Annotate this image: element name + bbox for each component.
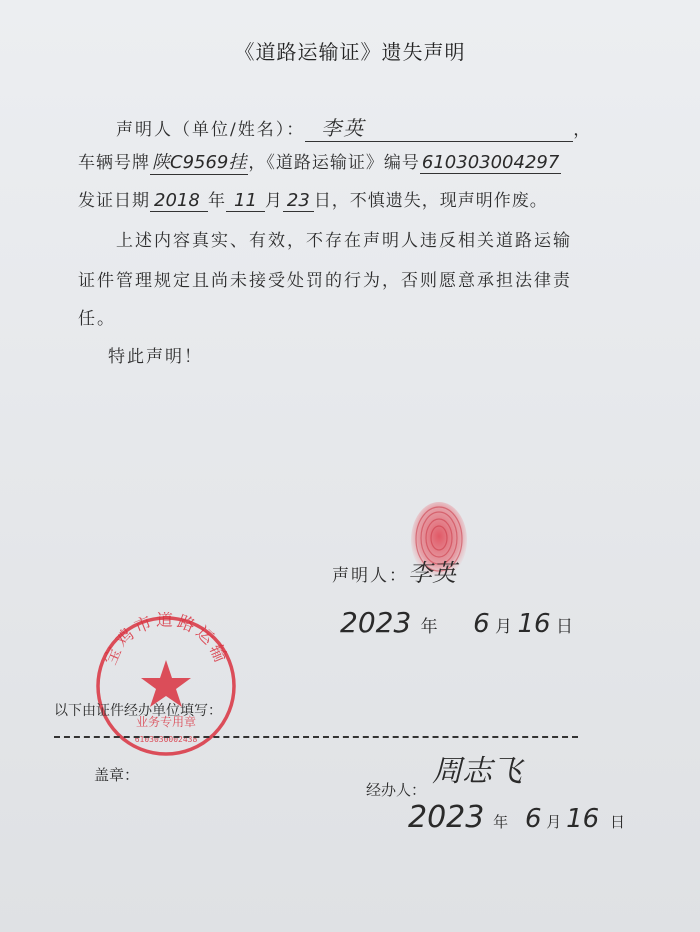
declarant-name: 李英 <box>321 116 366 140</box>
stamp-sub-text: 业务专用章 <box>135 715 197 729</box>
issue-year-unit: 年 <box>208 191 226 211</box>
section-divider <box>54 736 578 738</box>
declarant-date <box>340 606 573 639</box>
closing-text: 特此声明！ <box>108 347 203 367</box>
plate-line <box>78 148 561 175</box>
issue-rest: 日，不慎遗失，现声明作废。 <box>313 191 548 211</box>
declarant-date-month: 6 <box>473 609 490 639</box>
stamp-code: 6103030002438 <box>134 735 198 744</box>
official-date-year: 2023 <box>408 800 485 835</box>
cert-label: ，《道路运输证》编号 <box>248 153 420 173</box>
official-date-day-unit: 日 <box>609 813 625 831</box>
declarant-label: 声明人（单位/姓名）： <box>116 120 306 140</box>
para2-line1: 上述内容真实、有效，不存在声明人违反相关道路运输 <box>116 231 572 251</box>
declarant-name-field <box>305 112 573 142</box>
official-date <box>408 800 625 835</box>
plate-label: 车辆号牌 <box>78 153 150 173</box>
issue-day: 23 <box>283 190 314 212</box>
stamp-org-text: 宝鸡市道路运输 <box>100 612 232 668</box>
cert-number: 610303004297 <box>421 152 560 173</box>
issue-year: 2018 <box>150 190 208 212</box>
official-date-day: 16 <box>566 804 600 834</box>
declarant-date-year-unit: 年 <box>420 617 438 637</box>
official-date-year-unit: 年 <box>493 813 509 831</box>
para2-line3: 任。 <box>78 309 116 329</box>
declarant-date-month-unit: 月 <box>495 617 513 637</box>
declarant-date-day: 16 <box>517 609 551 639</box>
declarant-date-day-unit: 日 <box>555 617 573 637</box>
issue-label: 发证日期 <box>78 191 150 211</box>
declarant-line <box>116 112 592 142</box>
issue-date-line <box>78 186 548 212</box>
plate-number: 陕C9569挂 <box>150 148 248 175</box>
declarant-signature-line <box>332 553 456 588</box>
issue-month: 11 <box>226 190 265 212</box>
svg-text:宝鸡市道路运输 <box>101 612 232 668</box>
official-date-month: 6 <box>524 804 542 834</box>
fill-note: 以下由证件经办单位填写： <box>54 703 222 719</box>
handler-signature: 周志飞 <box>432 754 523 789</box>
handler-line <box>366 754 523 804</box>
line1-end: ， <box>573 120 593 140</box>
issue-month-unit: 月 <box>264 191 283 211</box>
declarant-sign-label: 声明人： <box>332 566 408 586</box>
declarant-signature: 李英 <box>408 559 456 587</box>
para2-line2: 证件管理规定且尚未接受处罚的行为，否则愿意承担法律责 <box>78 271 572 291</box>
official-date-month-unit: 月 <box>546 813 562 831</box>
handler-label: 经办人： <box>366 781 427 799</box>
document-title: 《道路运输证》遗失声明 <box>234 40 466 64</box>
seal-label: 盖章： <box>94 766 140 784</box>
declarant-date-year: 2023 <box>340 606 412 639</box>
